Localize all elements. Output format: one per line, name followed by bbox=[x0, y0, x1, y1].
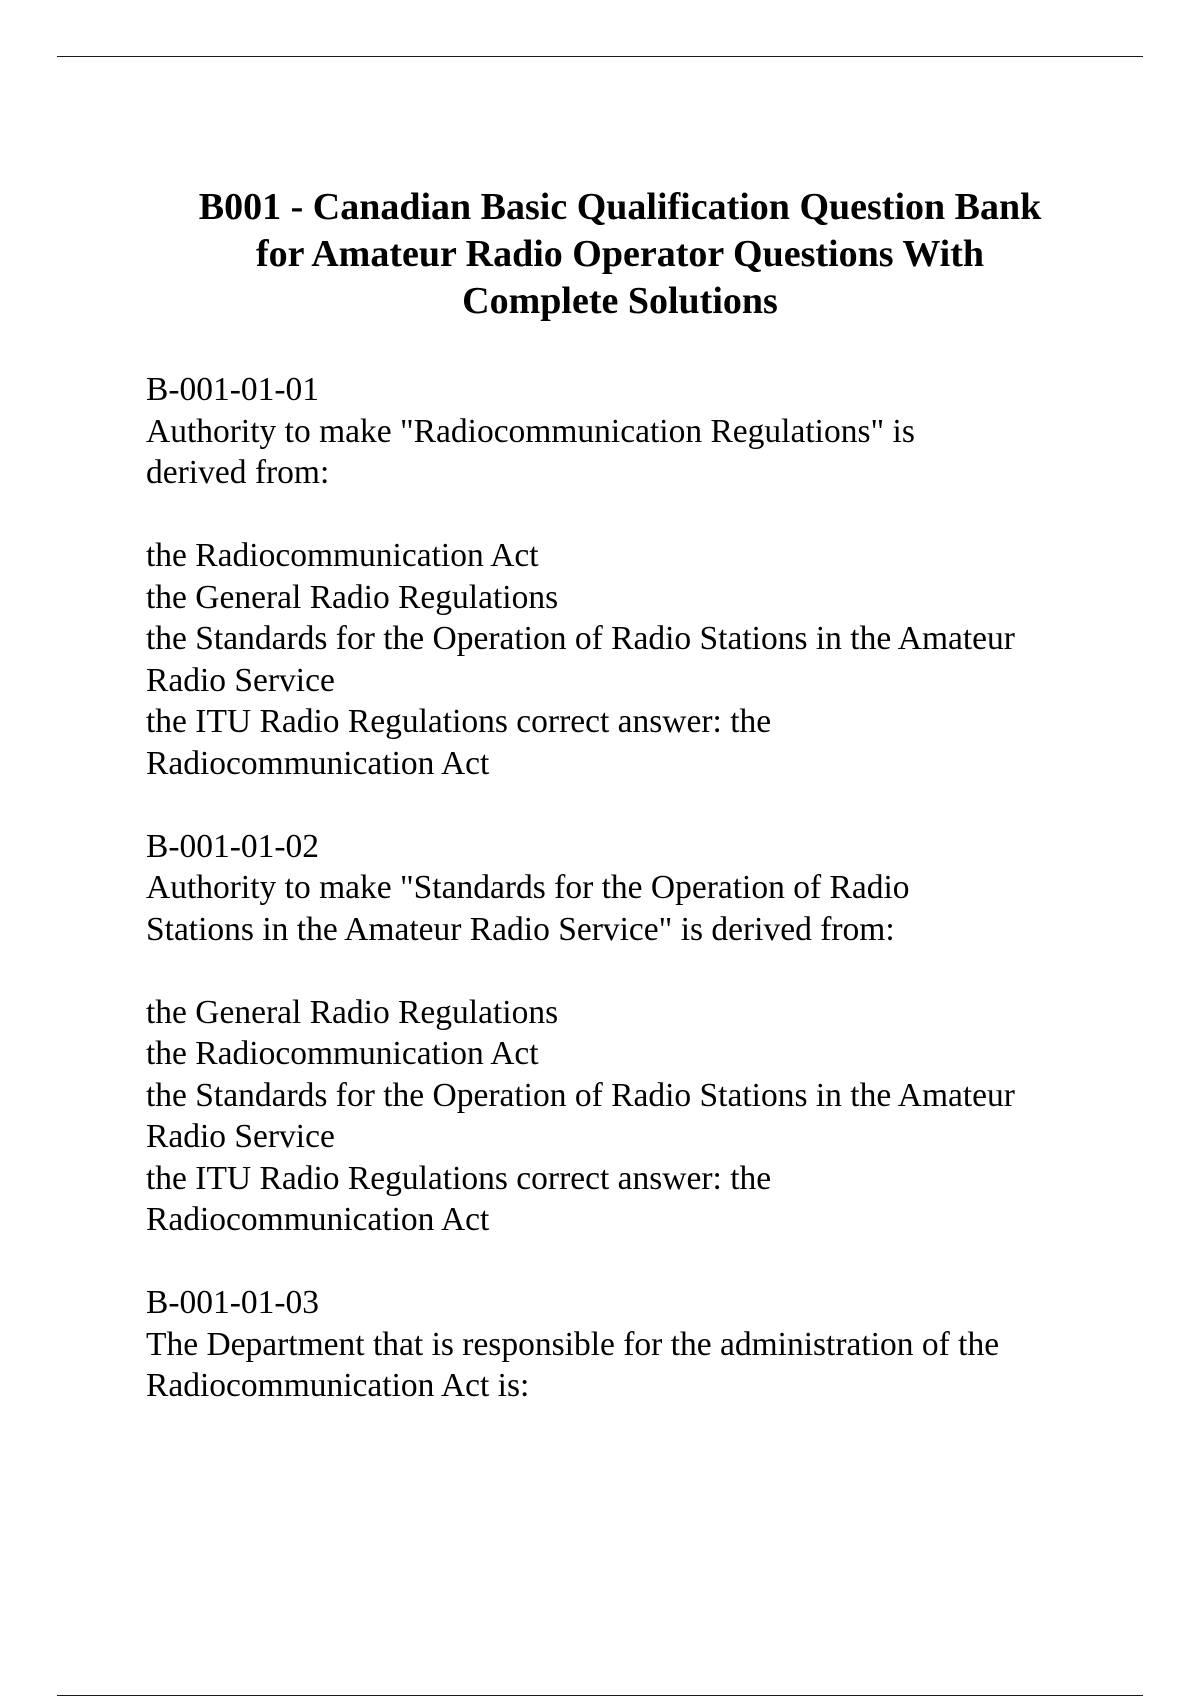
option-line: the General Radio Regulations bbox=[146, 993, 559, 1031]
option-line: Radio Service bbox=[146, 1118, 335, 1155]
question-text-line: The Department that is responsible for the administration of the bbox=[146, 1325, 1000, 1363]
question-id: B-001-01-01 bbox=[146, 371, 320, 408]
title-line: Complete Solutions bbox=[462, 280, 778, 322]
option-line: the Standards for the Operation of Radio Stations in the Amateur bbox=[146, 620, 1015, 657]
option-line: Radio Service bbox=[146, 661, 335, 699]
title-line: for Amateur Radio Operator Questions With bbox=[255, 233, 984, 275]
spacer bbox=[146, 950, 1146, 992]
question-text-line: derived from: bbox=[146, 454, 330, 491]
question-block bbox=[146, 1282, 1146, 1407]
question-block bbox=[146, 369, 1146, 826]
question-id: B-001-01-02 bbox=[146, 827, 320, 865]
answer-line: the ITU Radio Regulations correct answer: the bbox=[146, 703, 772, 740]
spacer bbox=[146, 1241, 1146, 1283]
question-text-line: Stations in the Amateur Radio Service" is derived from: bbox=[146, 910, 895, 948]
answer-line: Radiocommunication Act bbox=[146, 744, 490, 782]
option-line: the Radiocommunication Act bbox=[146, 1035, 539, 1072]
footer-rule bbox=[57, 1695, 1143, 1696]
question-list bbox=[146, 369, 1146, 1407]
question-block bbox=[146, 826, 1146, 1283]
title-line: B001 - Canadian Basic Qualification Question Bank bbox=[198, 186, 1042, 228]
question-text-line: Authority to make "Radiocommunication Regulations" is bbox=[146, 412, 915, 450]
option-line: the Radiocommunication Act bbox=[146, 537, 539, 574]
spacer bbox=[146, 784, 1146, 826]
question-text-line: Radiocommunication Act is: bbox=[146, 1367, 530, 1404]
answer-line: Radiocommunication Act bbox=[146, 1201, 490, 1238]
document-title bbox=[140, 184, 1100, 325]
option-line: the General Radio Regulations bbox=[146, 578, 559, 616]
question-text-line: Authority to make "Standards for the Operation of Radio bbox=[146, 869, 910, 906]
question-id: B-001-01-03 bbox=[146, 1284, 320, 1321]
header-rule bbox=[57, 56, 1143, 57]
answer-line: the ITU Radio Regulations correct answer: the bbox=[146, 1159, 772, 1197]
spacer bbox=[146, 494, 1146, 536]
option-line: the Standards for the Operation of Radio Stations in the Amateur bbox=[146, 1076, 1015, 1114]
